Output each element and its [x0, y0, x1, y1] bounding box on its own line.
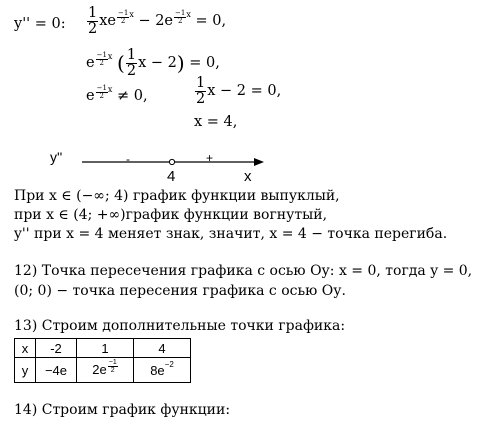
table-row — [15, 339, 191, 358]
text-line-6: 13) Строим дополнительные точки графика: — [14, 318, 346, 334]
table-cell: x — [15, 339, 36, 358]
axis-x-label: x — [244, 168, 252, 185]
equation-line-2: e $\frac{-1}{2}$ $^x$ ( $\frac{1}{2}$ x − 2) = 0, — [86, 47, 220, 79]
table-row — [15, 358, 191, 383]
table-cell: 2e $\frac{-1}{2}$ — [77, 358, 134, 383]
axis-minus: - — [126, 152, 130, 166]
table-cell: $8e^{-2}$ — [134, 358, 191, 383]
table-cell: y — [15, 358, 36, 383]
table-cell: −4e — [36, 358, 77, 383]
table-cell: 4 — [134, 339, 191, 358]
axis-point-label: 4 — [167, 168, 176, 185]
text-line-4: 12) Точка пересечения графика с осью Оу: x = 0, тогда y = 0, — [14, 263, 473, 279]
equation-line-1: $\frac{1}{2}$ xe $\frac{-1}{2}$ $^x$ − 2e $\frac{-1}{2}$ $^x$ = 0, — [88, 5, 227, 37]
text-line-7: 14) Строим график функции: — [14, 402, 231, 418]
equation-line-5: x = 4, — [194, 114, 238, 130]
equation-line-4: $\frac{1}{2}$ x − 2 = 0, — [196, 75, 282, 107]
points-table — [14, 338, 191, 383]
table-cell: -2 — [36, 339, 77, 358]
axis-y-label: y'' — [50, 149, 63, 165]
text-line-1: При x ∈ (−∞; 4) график функции выпуклый, — [14, 188, 340, 204]
table-cell: 1 — [77, 339, 134, 358]
text-line-3: y'' при x = 4 меняет знак, значит, x = 4 − точка перегиба. — [14, 226, 448, 242]
equation-label: y'' = 0: — [14, 16, 66, 32]
text-line-2: при x ∈ (4; +∞)график функции вогнутый, — [14, 207, 328, 223]
equation-line-3: e $\frac{-1}{2}$ $^x$ ≠ 0, — [86, 84, 148, 104]
axis-plus: + — [206, 151, 214, 165]
text-line-5: (0; 0) − точка пересения графика с осью Оу. — [14, 283, 346, 299]
